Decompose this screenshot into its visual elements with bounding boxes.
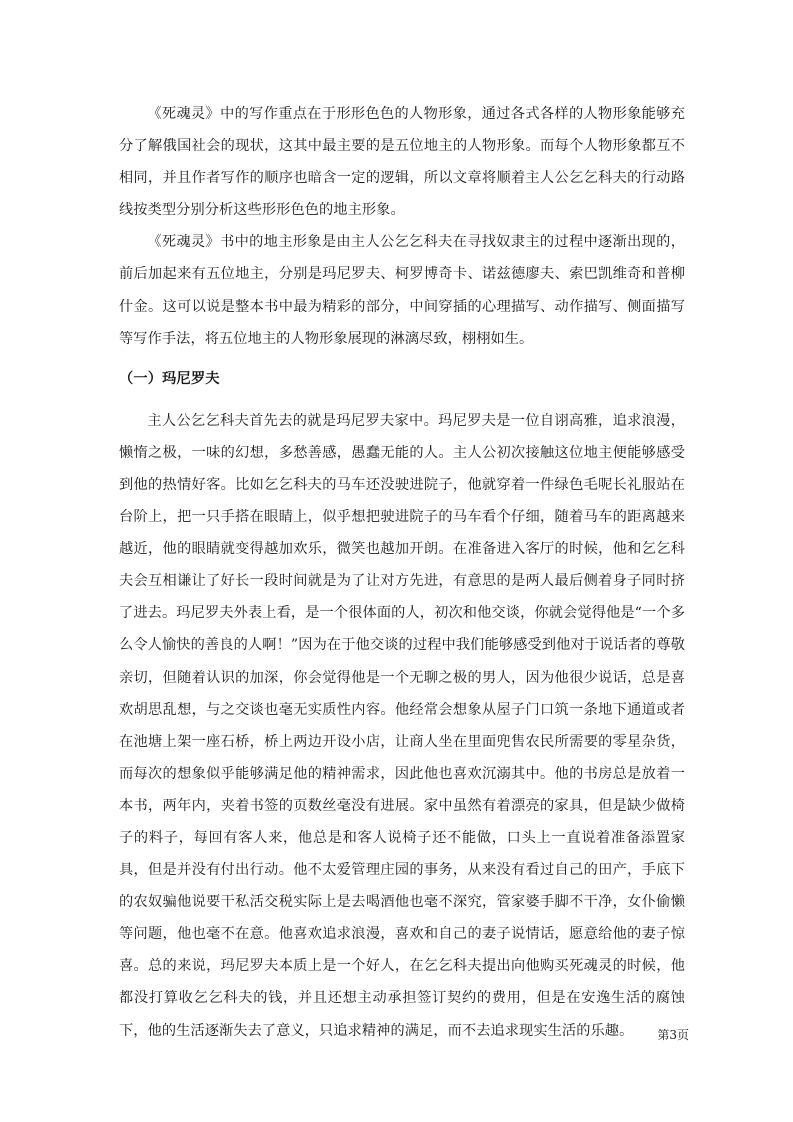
document-body <box>119 98 685 1047</box>
section-paragraph-1: 主人公乞乞科夫首先去的就是玛尼罗夫家中。玛尼罗夫是一位自诩高雅，追求浪漫，懒惰之极，一味的幻想，多愁善感，愚蠢无能的人。主人公初次接触这位地主便能够感受到他的热情好客。比如乞乞科夫的马车还没驶进院子，他就穿着一件绿色毛呢长礼服站在台阶上，把一只手搭在眼睛上，似乎想把驶进院子的马车看个仔细，随着马车的距离越来越近，他的眼睛就变得越加欢乐，微笑也越加开朗。在准备进入客厅的时候，他和乞乞科夫会互相谦让了好长一段时间就是为了让对方先进，有意思的是两人最后侧着身子同时挤了进去。玛尼罗夫外表上看，是一个很体面的人，初次和他交谈，你就会觉得他是“一个多么令人愉快的善良的人啊！”因为在于他交谈的过程中我们能够感受到他对于说话者的尊敬亲切，但随着认识的加深，你会觉得他是一个无聊之极的男人，因为他很少说话，总是喜欢胡思乱想，与之交谈也毫无实质性内容。他经常会想象从屋子门口筑一条地下通道或者在池塘上架一座石桥，桥上两边开设小店，让商人坐在里面兜售农民所需要的零星杂货，而每次的想象似乎能够满足他的精神需求，因此他也喜欢沉溺其中。他的书房总是放着一本书，两年内，夹着书签的页数丝毫没有进展。家中虽然有着漂亮的家具，但是缺少做椅子的料子，每回有客人来，他总是和客人说椅子还不能做，口头上一直说着准备添置家具，但是并没有付出行动。他不太爱管理庄园的事务，从来没有看过自己的田产，手底下的农奴骗他说要干私活交税实际上是去喝酒他也毫不深究，管家婆手脚不干净，女仆偷懒等问题，他也毫不在意。他喜欢追求浪漫，喜欢和自己的妻子说情话，愿意给他的妻子惊喜。总的来说，玛尼罗夫本质上是一个好人，在乞乞科夫提出向他购买死魂灵的时候，他都没打算收乞乞科夫的钱，并且还想主动承担签订契约的费用，但是在安逸生活的腐蚀下，他的生活逐渐失去了意义，只追求精神的满足，而不去追求现实生活的乐趣。 <box>119 412 685 1039</box>
page-number: 第3页 <box>657 1028 689 1042</box>
intro-paragraph-2: 《死魂灵》书中的地主形象是由主人公乞乞科夫在寻找奴隶主的过程中逐渐出现的，前后加起来有五位地主，分别是玛尼罗夫、柯罗博奇卡、诺兹德廖夫、索巴凯维奇和普柳什金。这可以说是整本书中最为精彩的部分，中间穿插的心理描写、动作描写、侧面描写等写作手法，将五位地主的人物形象展现的淋漓尽致，栩栩如生。 <box>119 234 685 347</box>
intro-paragraph-1: 《死魂灵》中的写作重点在于形形色色的人物形象，通过各式各样的人物形象能够充分了解俄国社会的现状，这其中最主要的是五位地主的人物形象。而每个人物形象都互不相同，并且作者写作的顺序也暗含一定的逻辑，所以文章将顺着主人公乞乞科夫的行动路线按类型分别分析这些形形色色的地主形象。 <box>119 106 685 219</box>
section-heading: （一）玛尼罗夫 <box>119 370 220 387</box>
